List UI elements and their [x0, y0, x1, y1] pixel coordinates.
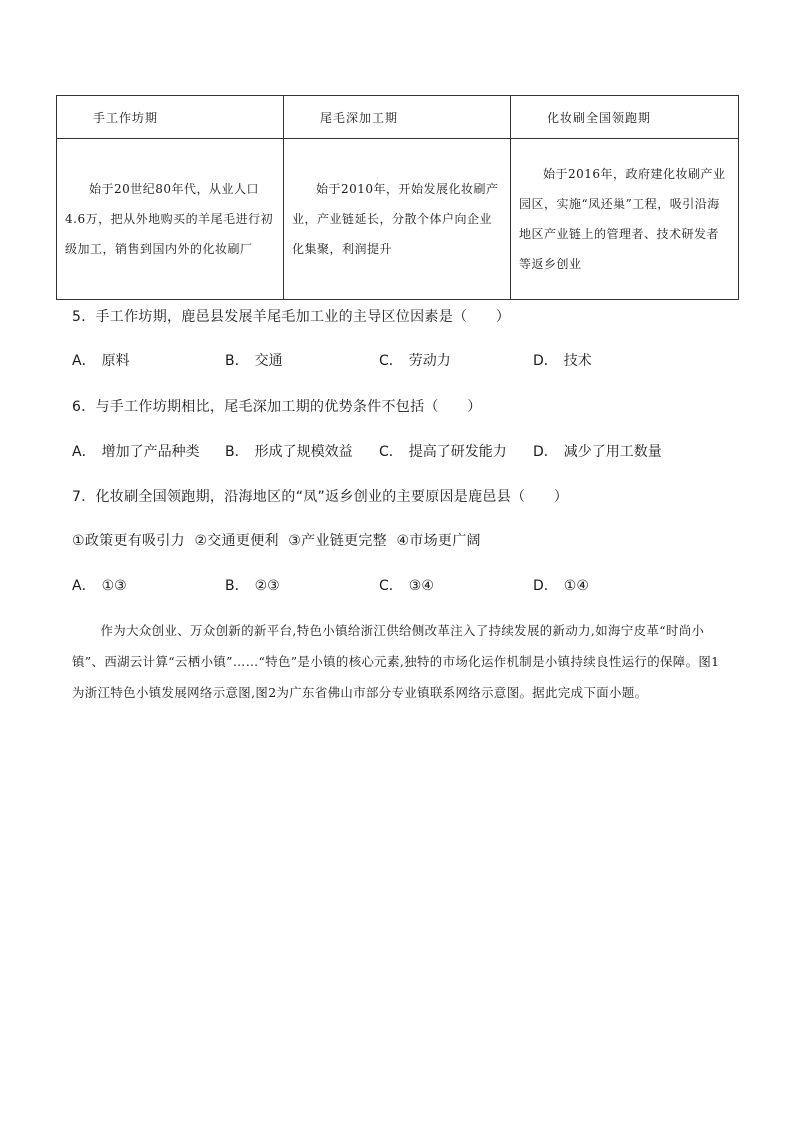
option-c[interactable] [379, 575, 434, 595]
option-b[interactable] [225, 350, 283, 370]
option-a[interactable] [72, 350, 130, 370]
option-letter: B． [225, 353, 249, 369]
option-text: ①③ [101, 578, 127, 594]
option-text: 增加了产品种类 [101, 444, 200, 460]
option-letter: C． [379, 578, 403, 594]
option-letter: D． [533, 578, 558, 594]
option-text: 劳动力 [408, 353, 451, 369]
table-header-cell: 尾毛深加工期 [284, 96, 511, 139]
option-a[interactable] [72, 441, 200, 461]
question-6-stem: 6．与手工作坊期相比，尾毛深加工期的优势条件不包括（ ） [72, 399, 482, 415]
option-letter: B． [225, 578, 249, 594]
table-header-cell: 化妆刷全国领跑期 [511, 96, 739, 139]
option-letter: C． [379, 444, 403, 460]
option-d[interactable] [533, 575, 589, 595]
development-stages-table [56, 95, 739, 300]
table-cell: 始于20世纪80年代，从业人口4.6万，把从外地购买的羊尾毛进行初级加工，销售到国内外的化妆刷厂 [57, 139, 284, 300]
option-letter: B． [225, 444, 249, 460]
option-text: ①④ [563, 578, 589, 594]
option-c[interactable] [379, 441, 507, 461]
option-text: ③④ [408, 578, 434, 594]
option-b[interactable] [225, 441, 353, 461]
table-row [57, 139, 739, 300]
table-header-cell: 手工作坊期 [57, 96, 284, 139]
table-cell: 始于2016年，政府建化妆刷产业园区，实施“凤还巢”工程，吸引沿海地区产业链上的管理者、技术研发者等返乡创业 [511, 139, 739, 300]
option-text: 交通 [254, 353, 283, 369]
option-letter: A． [72, 578, 96, 594]
option-text: 技术 [563, 353, 592, 369]
option-a[interactable] [72, 575, 127, 595]
option-d[interactable] [533, 350, 592, 370]
option-text: 形成了规模效益 [254, 444, 353, 460]
option-letter: D． [533, 444, 558, 460]
question-7-choices: ①政策更有吸引力 ②交通更便利 ③产业链更完整 ④市场更广阔 [72, 533, 481, 549]
option-d[interactable] [533, 441, 662, 461]
reading-passage: 作为大众创业、万众创新的新平台,特色小镇给浙江供给侧改革注入了持续发展的新动力,如海宁皮革“时尚小镇”、西湖云计算“云栖小镇”……“特色”是小镇的核心元素,独特的市场化运作机制是小镇持续良性运行的保障。图1为浙江特色小镇发展网络示意图,图2为广东省佛山市部分专业镇联系网络示意图。据此完成下面小题。 [72, 623, 720, 700]
option-text: 提高了研发能力 [408, 444, 507, 460]
option-letter: C． [379, 353, 403, 369]
option-letter: A． [72, 444, 96, 460]
option-c[interactable] [379, 350, 451, 370]
option-b[interactable] [225, 575, 280, 595]
option-text: 减少了用工数量 [563, 444, 662, 460]
question-5-stem: 5．手工作坊期，鹿邑县发展羊尾毛加工业的主导区位因素是（ ） [72, 309, 511, 325]
option-letter: A． [72, 353, 96, 369]
option-text: 原料 [101, 353, 130, 369]
option-text: ②③ [254, 578, 280, 594]
table-header-row [57, 96, 739, 139]
table-cell: 始于2010年，开始发展化妆刷产业，产业链延长，分散个体户向企业化集聚，利润提升 [284, 139, 511, 300]
question-7-stem: 7．化妆刷全国领跑期，沿海地区的“凤”返乡创业的主要原因是鹿邑县（ ） [72, 489, 569, 505]
option-letter: D． [533, 353, 558, 369]
